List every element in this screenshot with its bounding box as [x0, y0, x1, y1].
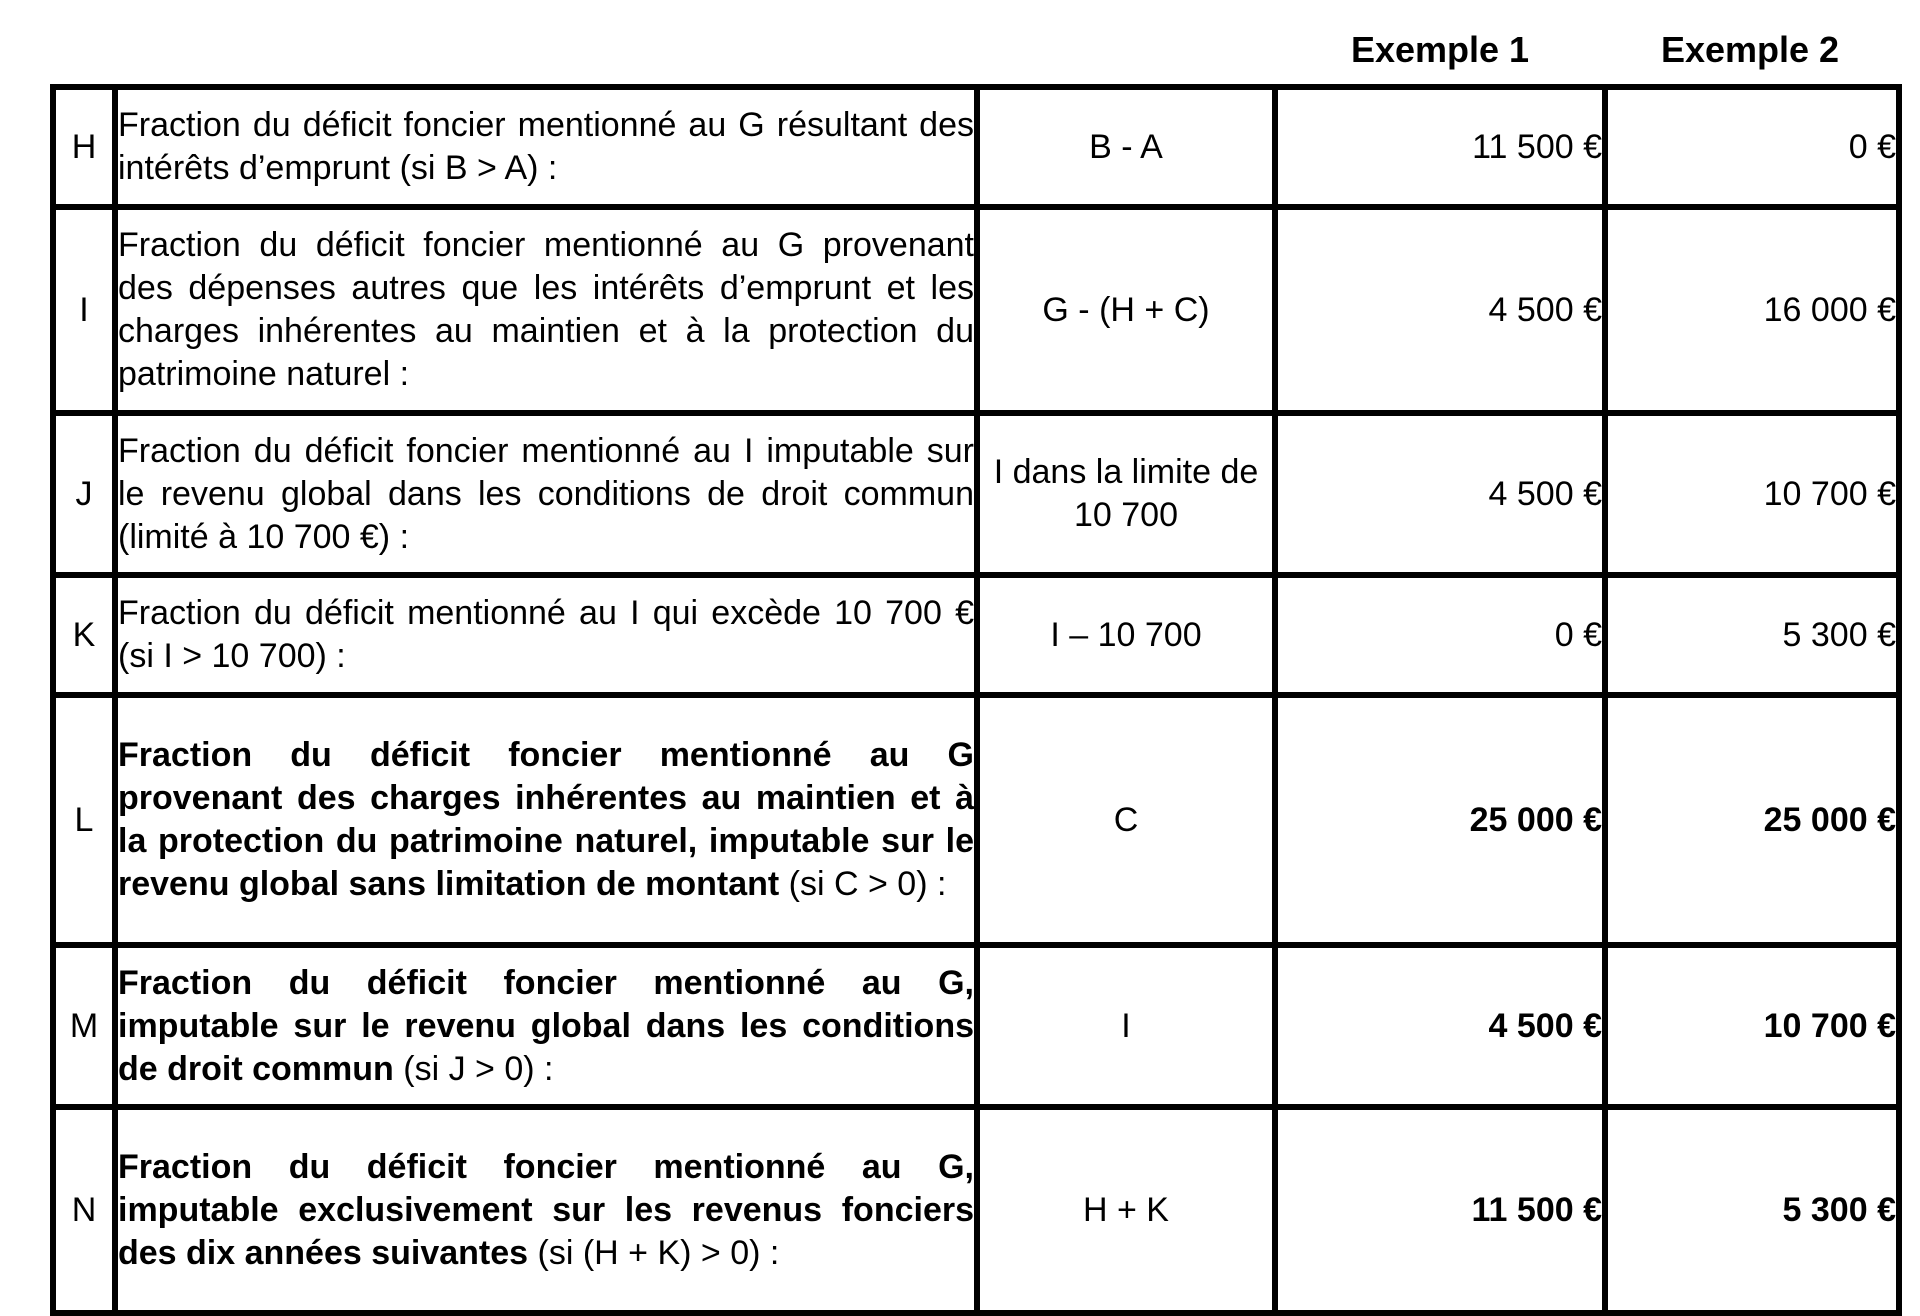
description-normal: Fraction du déficit foncier mentionné au G provenant des dépenses autres que les intérêts d’emprunt et les charges inhérentes au maintien et à la protection du patrimoine naturel : [118, 226, 974, 393]
row-formula [977, 945, 1275, 1107]
column-header-example-1: Exemple 1 [1350, 29, 1530, 70]
row-letter: L [53, 695, 115, 945]
deficit-table [50, 84, 1902, 1316]
row-formula [977, 207, 1275, 413]
row-formula [977, 1107, 1275, 1313]
formula-line: I [993, 453, 1004, 491]
formula-line: dans la limite [1012, 453, 1212, 491]
row-formula [977, 413, 1275, 575]
row-letter: M [53, 945, 115, 1107]
example-1-value: 25 000 € [1275, 695, 1605, 945]
row-letter: K [53, 575, 115, 695]
table-row-k [53, 575, 1899, 695]
example-2-value: 25 000 € [1605, 695, 1899, 945]
description-normal: Fraction du déficit foncier mentionné au I imputable sur le revenu global dans les conditions de droit commun (limité à 10 700 €) : [118, 431, 974, 556]
example-2-value: 16 000 € [1605, 207, 1899, 413]
example-1-value: 4 500 € [1275, 945, 1605, 1107]
formula-line: I [1121, 1006, 1131, 1045]
row-description [115, 413, 977, 575]
description-normal: Fraction du déficit mentionné au I qui excède 10 700 € (si I > 10 700) : [118, 594, 974, 675]
row-letter: H [53, 87, 115, 207]
table-row-m [53, 945, 1899, 1107]
row-description [115, 1107, 977, 1313]
row-letter: J [53, 413, 115, 575]
description-normal: (si (H + K) > 0) : [528, 1233, 780, 1272]
formula-line: I – 10 700 [1050, 615, 1202, 654]
row-formula [977, 575, 1275, 695]
example-1-value: 4 500 € [1275, 207, 1605, 413]
example-2-value: 10 700 € [1605, 413, 1899, 575]
example-2-value: 10 700 € [1605, 945, 1899, 1107]
formula-line: H + K [1083, 1190, 1169, 1229]
row-formula [977, 87, 1275, 207]
row-letter: N [53, 1107, 115, 1313]
row-description [115, 575, 977, 695]
row-formula [977, 695, 1275, 945]
formula-line: C [1113, 800, 1139, 839]
example-2-value: 5 300 € [1605, 1107, 1899, 1313]
row-letter: I [53, 207, 115, 413]
formula-line: G - (H + C) [1042, 290, 1210, 329]
row-description [115, 945, 977, 1107]
example-2-value: 0 € [1605, 87, 1899, 207]
formula-line: B - A [1089, 127, 1163, 166]
formula-line: de 10 700 [1074, 453, 1259, 534]
row-description [115, 207, 977, 413]
table-row-n [53, 1107, 1899, 1313]
description-bold: Fraction du déficit foncier mentionné au G, imputable exclusivement sur les revenus fonciers des dix années suivantes [118, 1147, 974, 1272]
example-1-value: 11 500 € [1275, 1107, 1605, 1313]
row-description [115, 695, 977, 945]
example-1-value: 4 500 € [1275, 413, 1605, 575]
table-row-l [53, 695, 1899, 945]
column-header-example-2: Exemple 2 [1660, 29, 1840, 70]
example-1-value: 11 500 € [1275, 87, 1605, 207]
row-description [115, 87, 977, 207]
description-normal: (si C > 0) : [779, 865, 947, 903]
description-normal: (si J > 0) : [393, 1049, 554, 1088]
table-row-j [53, 413, 1899, 575]
description-bold: Fraction du déficit foncier mentionné au G provenant des charges inhérentes au maintien et à la protection du patrimoine naturel, imputable sur le revenu global sans limitation de montant [118, 736, 974, 903]
description-bold: Fraction du déficit foncier mentionné au G, imputable sur le revenu global dans les conditions de droit commun [118, 963, 974, 1088]
description-normal: Fraction du déficit foncier mentionné au G résultant des intérêts d’emprunt (si B > A) : [118, 106, 974, 187]
example-2-value: 5 300 € [1605, 575, 1899, 695]
example-1-value: 0 € [1275, 575, 1605, 695]
table-row-h [53, 87, 1899, 207]
table-row-i [53, 207, 1899, 413]
